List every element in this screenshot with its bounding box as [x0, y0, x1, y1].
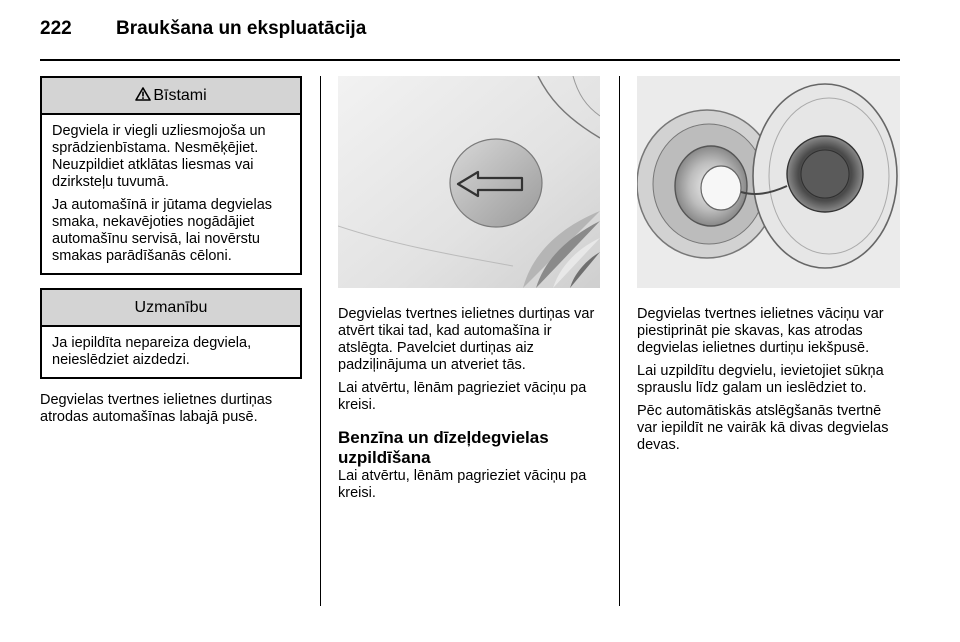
danger-box-body — [42, 115, 300, 273]
column-divider-1 — [320, 76, 321, 606]
caution-paragraph: Ja iepildīta nepareiza degviela, neieslēdziet aizdedzi. — [52, 335, 252, 368]
middle-text — [338, 306, 606, 502]
left-paragraph: Degvielas tvertnes ielietnes durtiņas atrodas automašīnas labajā pusē. — [40, 392, 273, 425]
middle-paragraph: Lai atvērtu, lēnām pagrieziet vāciņu pa kreisi. — [338, 380, 587, 413]
right-paragraph: Degvielas tvertnes ielietnes vāciņu var piestiprināt pie skavas, kas atrodas degvielas ielietnes durtiņu iekšpusē. — [637, 306, 884, 356]
danger-box-header — [42, 78, 300, 115]
caution-box-title: Uzmanību — [134, 299, 208, 316]
danger-box-title: Bīstami — [153, 87, 207, 104]
chapter-title: Braukšana un ekspluatācija — [116, 18, 367, 39]
section-heading: Benzīna un dīzeļdegvielas uzpildīšana — [338, 428, 549, 467]
fuel-cap-figure — [637, 76, 900, 288]
caution-box — [40, 288, 302, 379]
page-header — [40, 18, 900, 58]
middle-paragraph: Degvielas tvertnes ielietnes durtiņas var atvērt tikai tad, kad automašīna ir atslēgta. Pavelciet durtiņas aiz padziļinājuma un atveriet tās. — [338, 306, 595, 373]
danger-paragraph: Ja automašīnā ir jūtama degvielas smaka, nekavējoties nogādājiet automašīnu servisā, lai novērstu smakas parādīšanās cēloni. — [52, 197, 273, 264]
caution-box-header — [42, 290, 300, 327]
right-paragraph: Lai uzpildītu degvielu, ievietojiet sūkņa sprauslu līdz galam un ieslēdziet to. — [637, 363, 884, 396]
warning-triangle-icon — [135, 87, 151, 101]
right-paragraph: Pēc automātiskās atslēgšanās tvertnē var iepildīt ne vairāk kā divas degvielas devas. — [637, 403, 889, 453]
right-text — [637, 306, 900, 454]
danger-paragraph: Degviela ir viegli uzliesmojoša un sprādzienbīstama. Nesmēķējiet. Neuzpildiet atklātas liesmas vai dzirksteļu tuvumā. — [52, 123, 266, 190]
middle-paragraph: Lai atvērtu, lēnām pagrieziet vāciņu pa kreisi. — [338, 468, 587, 501]
page-number: 222 — [40, 18, 72, 39]
caution-box-body — [42, 327, 300, 377]
fuel-door-figure — [338, 76, 600, 288]
column-divider-2 — [619, 76, 620, 606]
left-text — [40, 392, 302, 426]
header-rule — [40, 59, 900, 61]
danger-box — [40, 76, 302, 275]
